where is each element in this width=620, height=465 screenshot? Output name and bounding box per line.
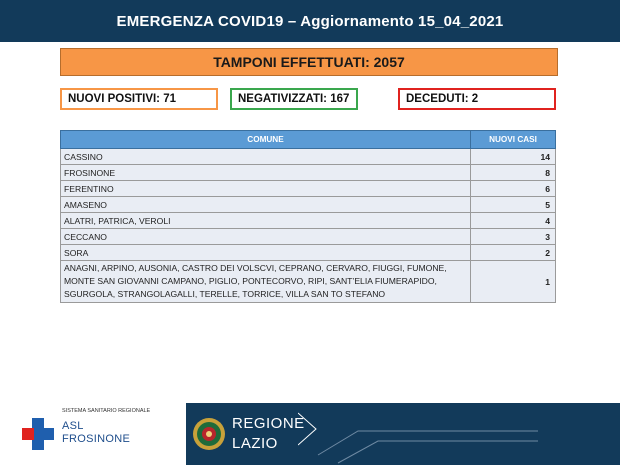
lazio-label: LAZIO <box>232 435 278 452</box>
table-row <box>61 197 556 213</box>
casi-cell: 6 <box>471 181 556 197</box>
table-header-row <box>61 131 556 149</box>
comune-cell: ANAGNI, ARPINO, AUSONIA, CASTRO DEI VOLSCVI, CEPRANO, CERVARO, FIUGGI, FUMONE, MONTE SAN GIOVANNI CAMPANO, PIGLIO, PONTECORVO, RIPI, SANT’ELIA FIUMERAPIDO, SGURGOLA, STRANGOLAGALLI, TERELLE, TORRICE, VILLA SAN TO STEFANO <box>61 261 471 303</box>
negativizzati-box: NEGATIVIZZATI: 167 <box>230 88 358 110</box>
column-header-comune: COMUNE <box>61 131 471 149</box>
comune-cell: FERENTINO <box>61 181 471 197</box>
asl-cross-icon <box>20 416 56 452</box>
regione-label: REGIONE <box>232 415 305 432</box>
casi-cell: 14 <box>471 149 556 165</box>
table-row <box>61 149 556 165</box>
page-title: EMERGENZA COVID19 – Aggiornamento 15_04_2021 <box>116 12 504 30</box>
comune-cell: CECCANO <box>61 229 471 245</box>
asl-city-label: FROSINONE <box>62 433 131 445</box>
header-bar <box>0 0 620 42</box>
casi-cell: 4 <box>471 213 556 229</box>
casi-cell: 2 <box>471 245 556 261</box>
table-row <box>61 245 556 261</box>
table-row <box>61 261 556 303</box>
comune-cell: CASSINO <box>61 149 471 165</box>
tamponi-label: TAMPONI EFFETTUATI: 2057 <box>213 54 405 70</box>
positivi-box: NUOVI POSITIVI: 71 <box>60 88 218 110</box>
cases-table <box>60 130 556 303</box>
comune-cell: FROSINONE <box>61 165 471 181</box>
regione-lazio-banner <box>186 403 620 465</box>
comune-cell: AMASENO <box>61 197 471 213</box>
casi-cell: 3 <box>471 229 556 245</box>
table-row <box>61 165 556 181</box>
regione-emblem-icon <box>192 414 226 454</box>
casi-cell: 8 <box>471 165 556 181</box>
casi-cell: 5 <box>471 197 556 213</box>
comune-cell: SORA <box>61 245 471 261</box>
comune-cell: ALATRI, PATRICA, VEROLI <box>61 213 471 229</box>
table-row <box>61 229 556 245</box>
decorative-lines <box>298 403 538 465</box>
deceduti-box: DECEDUTI: 2 <box>398 88 556 110</box>
asl-label: ASL <box>62 420 84 432</box>
table-row <box>61 181 556 197</box>
tamponi-banner <box>60 48 558 76</box>
column-header-casi: NUOVI CASI <box>471 131 556 149</box>
ssr-label: SISTEMA SANITARIO REGIONALE <box>62 408 151 414</box>
casi-cell: 1 <box>471 261 556 303</box>
table-row <box>61 213 556 229</box>
